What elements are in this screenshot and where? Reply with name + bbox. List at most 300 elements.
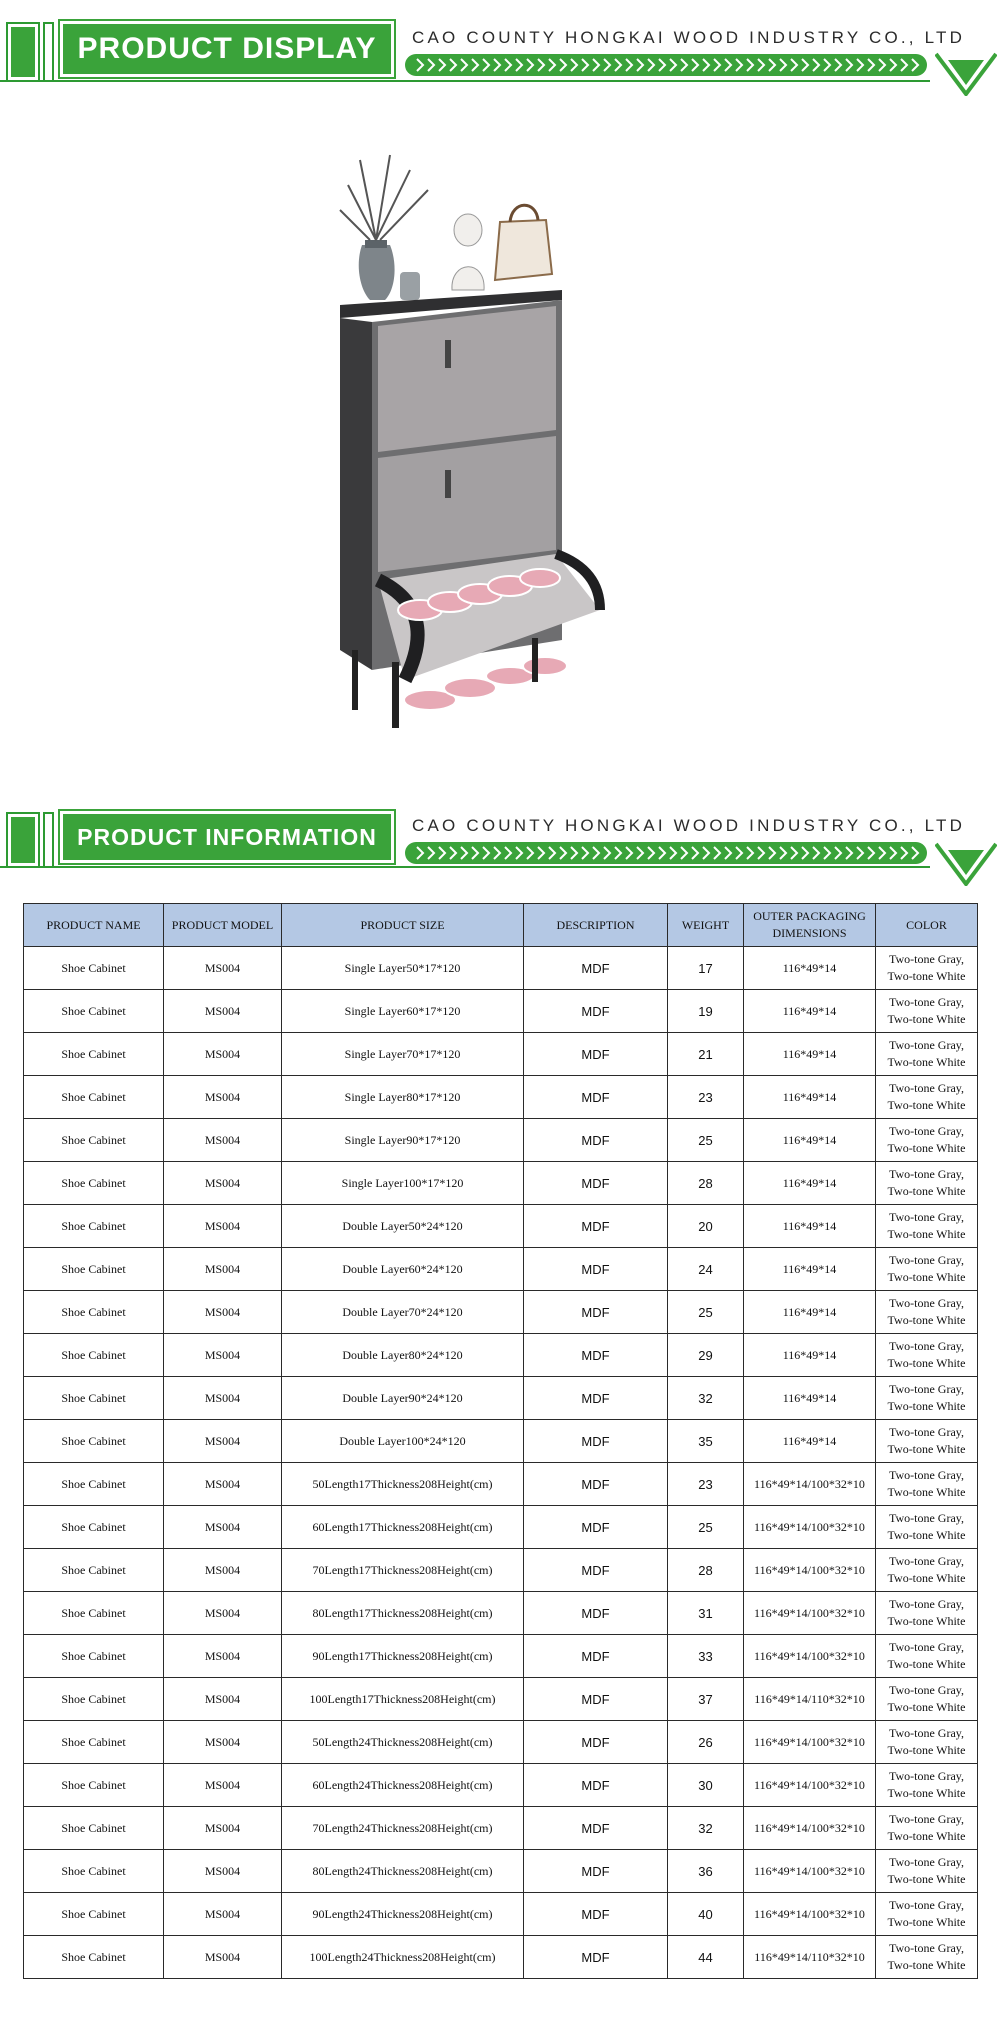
chevron-mark (560, 59, 566, 71)
chevron-mark (714, 847, 720, 859)
chevron-mark (516, 59, 522, 71)
color-cell (876, 1291, 978, 1334)
color-line: Two-tone Gray, (888, 1597, 965, 1611)
chevron-mark (472, 59, 478, 71)
description-cell: MDF (524, 990, 668, 1033)
table-row (24, 1764, 978, 1807)
weight-cell: 28 (668, 1549, 744, 1592)
chevron-mark (879, 59, 885, 71)
color-line: Two-tone Gray, (888, 1124, 965, 1138)
packaging-cell: 116*49*14 (744, 1291, 876, 1334)
product-size-cell: Single Layer60*17*120 (282, 990, 524, 1033)
product-model-cell: MS004 (164, 1248, 282, 1291)
product-size-cell: 60Length17Thickness208Height(cm) (282, 1506, 524, 1549)
chevron-mark (659, 847, 665, 859)
banner-decor-bar (43, 22, 54, 82)
weight-cell: 40 (668, 1893, 744, 1936)
table-row (24, 1807, 978, 1850)
color-cell (876, 1033, 978, 1076)
chevron-mark (483, 847, 489, 859)
product-model-cell: MS004 (164, 1162, 282, 1205)
chevron-mark (483, 59, 489, 71)
description-cell: MDF (524, 1033, 668, 1076)
color-cell (876, 1334, 978, 1377)
weight-cell: 25 (668, 1506, 744, 1549)
color-line: Two-tone Gray, (888, 1468, 965, 1482)
product-name-cell: Shoe Cabinet (24, 1678, 164, 1721)
color-line: Two-tone White (887, 1227, 966, 1241)
company-name: CAO COUNTY HONGKAI WOOD INDUSTRY CO., LTD (412, 28, 966, 47)
color-line: Two-tone White (887, 969, 966, 983)
color-cell (876, 990, 978, 1033)
chevron-mark (549, 59, 555, 71)
product-model-cell: MS004 (164, 1076, 282, 1119)
product-size-cell: Single Layer90*17*120 (282, 1119, 524, 1162)
color-line: Two-tone White (887, 1055, 966, 1069)
table-header-row (24, 904, 978, 947)
weight-cell: 25 (668, 1119, 744, 1162)
table-row (24, 1033, 978, 1076)
description-cell: MDF (524, 1506, 668, 1549)
color-line: Two-tone Gray, (888, 1038, 965, 1052)
chevron-mark (736, 847, 742, 859)
color-line: Two-tone White (887, 1098, 966, 1112)
weight-cell: 23 (668, 1463, 744, 1506)
color-cell (876, 1076, 978, 1119)
product-information-banner (0, 800, 1000, 895)
table-row (24, 1076, 978, 1119)
color-cell (876, 1678, 978, 1721)
chevron-mark (769, 847, 775, 859)
banner-decor-block (6, 812, 40, 868)
color-line: Two-tone Gray, (888, 1769, 965, 1783)
chevron-mark (758, 59, 764, 71)
table-row (24, 990, 978, 1033)
packaging-cell: 116*49*14 (744, 990, 876, 1033)
product-size-cell: 100Length17Thickness208Height(cm) (282, 1678, 524, 1721)
color-line: Two-tone White (887, 1485, 966, 1499)
product-name-cell: Shoe Cabinet (24, 1721, 164, 1764)
product-size-cell: 60Length24Thickness208Height(cm) (282, 1764, 524, 1807)
packaging-cell: 116*49*14 (744, 1420, 876, 1463)
weight-cell: 30 (668, 1764, 744, 1807)
chevron-mark (637, 59, 643, 71)
column-header: DESCRIPTION (524, 904, 668, 947)
product-size-cell: Double Layer60*24*120 (282, 1248, 524, 1291)
chevron-mark (824, 847, 830, 859)
color-line: Two-tone Gray, (888, 1726, 965, 1740)
weight-cell: 25 (668, 1291, 744, 1334)
shoe-cabinet (340, 290, 600, 728)
weight-cell: 26 (668, 1721, 744, 1764)
chevron-mark (681, 847, 687, 859)
weight-cell: 28 (668, 1162, 744, 1205)
color-cell (876, 1635, 978, 1678)
chevron-mark (549, 847, 555, 859)
chevron-mark (582, 59, 588, 71)
color-line: Two-tone Gray, (888, 1640, 965, 1654)
chevron-mark (615, 59, 621, 71)
chevron-mark (846, 847, 852, 859)
chevron-mark (604, 847, 610, 859)
color-line: Two-tone White (887, 1700, 966, 1714)
chevron-mark (802, 59, 808, 71)
color-line: Two-tone White (887, 1743, 966, 1757)
column-header: PRODUCT MODEL (164, 904, 282, 947)
color-line: Two-tone White (887, 1915, 966, 1929)
chevron-mark (835, 59, 841, 71)
chevron-mark (516, 847, 522, 859)
chevron-mark (714, 59, 720, 71)
chevron-mark (648, 59, 654, 71)
weight-cell: 31 (668, 1592, 744, 1635)
product-info-table (23, 903, 978, 1979)
packaging-cell: 116*49*14 (744, 1248, 876, 1291)
triangle-icon (935, 52, 997, 96)
product-name-cell: Shoe Cabinet (24, 990, 164, 1033)
chevron-mark (538, 59, 544, 71)
product-name-cell: Shoe Cabinet (24, 1549, 164, 1592)
chevron-mark (824, 59, 830, 71)
description-cell: MDF (524, 1076, 668, 1119)
chevron-mark (813, 847, 819, 859)
product-model-cell: MS004 (164, 1936, 282, 1979)
column-header: OUTER PACKAGING DIMENSIONS (744, 904, 876, 947)
color-line: Two-tone Gray, (888, 1683, 965, 1697)
table-row (24, 1850, 978, 1893)
description-cell: MDF (524, 1334, 668, 1377)
product-size-cell: Double Layer100*24*120 (282, 1420, 524, 1463)
packaging-cell: 116*49*14/100*32*10 (744, 1463, 876, 1506)
packaging-cell: 116*49*14/100*32*10 (744, 1635, 876, 1678)
description-cell: MDF (524, 1936, 668, 1979)
product-size-cell: Double Layer80*24*120 (282, 1334, 524, 1377)
table-row (24, 1420, 978, 1463)
packaging-cell: 116*49*14/110*32*10 (744, 1678, 876, 1721)
chevron-mark (637, 847, 643, 859)
chevron-mark (450, 847, 456, 859)
color-line: Two-tone Gray, (888, 1339, 965, 1353)
product-size-cell: Single Layer70*17*120 (282, 1033, 524, 1076)
packaging-cell: 116*49*14/110*32*10 (744, 1936, 876, 1979)
packaging-cell: 116*49*14/100*32*10 (744, 1506, 876, 1549)
chevron-mark (780, 847, 786, 859)
table-row (24, 1377, 978, 1420)
color-line: Two-tone Gray, (888, 1812, 965, 1826)
chevron-mark (626, 59, 632, 71)
chevron-mark (538, 847, 544, 859)
description-cell: MDF (524, 1420, 668, 1463)
table-row (24, 1678, 978, 1721)
column-header: WEIGHT (668, 904, 744, 947)
description-cell: MDF (524, 1549, 668, 1592)
product-model-cell: MS004 (164, 1334, 282, 1377)
chevron-mark (780, 59, 786, 71)
description-cell: MDF (524, 1635, 668, 1678)
color-line: Two-tone White (887, 1829, 966, 1843)
product-name-cell: Shoe Cabinet (24, 1076, 164, 1119)
description-cell: MDF (524, 1463, 668, 1506)
description-cell: MDF (524, 947, 668, 990)
chevron-mark (505, 59, 511, 71)
chevron-mark (428, 847, 434, 859)
product-name-cell: Shoe Cabinet (24, 1893, 164, 1936)
color-cell (876, 1205, 978, 1248)
description-cell: MDF (524, 1205, 668, 1248)
chevron-mark (890, 847, 896, 859)
chevron-stripe (405, 842, 927, 864)
table-body (24, 947, 978, 1979)
color-cell (876, 1764, 978, 1807)
chevron-mark (725, 847, 731, 859)
chevron-mark (692, 847, 698, 859)
weight-cell: 23 (668, 1076, 744, 1119)
chevron-mark (626, 847, 632, 859)
product-model-cell: MS004 (164, 1721, 282, 1764)
color-line: Two-tone Gray, (888, 1167, 965, 1181)
chevron-mark (450, 59, 456, 71)
table-row (24, 1549, 978, 1592)
table-row (24, 1463, 978, 1506)
product-size-cell: Single Layer50*17*120 (282, 947, 524, 990)
chevron-mark (560, 847, 566, 859)
color-cell (876, 1119, 978, 1162)
chevron-mark (846, 59, 852, 71)
packaging-cell: 116*49*14 (744, 1076, 876, 1119)
color-cell (876, 1936, 978, 1979)
product-model-cell: MS004 (164, 1893, 282, 1936)
chevron-mark (428, 59, 434, 71)
color-line: Two-tone White (887, 1356, 966, 1370)
product-name-cell: Shoe Cabinet (24, 1248, 164, 1291)
color-cell (876, 1506, 978, 1549)
product-model-cell: MS004 (164, 1119, 282, 1162)
color-line: Two-tone Gray, (888, 1253, 965, 1267)
product-model-cell: MS004 (164, 1291, 282, 1334)
chevron-mark (505, 847, 511, 859)
product-name-cell: Shoe Cabinet (24, 1807, 164, 1850)
packaging-cell: 116*49*14/100*32*10 (744, 1764, 876, 1807)
packaging-cell: 116*49*14 (744, 1119, 876, 1162)
table-row (24, 1721, 978, 1764)
weight-cell: 36 (668, 1850, 744, 1893)
weight-cell: 19 (668, 990, 744, 1033)
product-size-cell: 90Length24Thickness208Height(cm) (282, 1893, 524, 1936)
color-cell (876, 1592, 978, 1635)
packaging-cell: 116*49*14 (744, 1205, 876, 1248)
chevron-mark (527, 59, 533, 71)
product-model-cell: MS004 (164, 1205, 282, 1248)
description-cell: MDF (524, 1377, 668, 1420)
color-line: Two-tone Gray, (888, 952, 965, 966)
table-row (24, 1635, 978, 1678)
product-size-cell: Double Layer50*24*120 (282, 1205, 524, 1248)
chevron-mark (835, 847, 841, 859)
weight-cell: 20 (668, 1205, 744, 1248)
chevron-mark (461, 847, 467, 859)
product-name-cell: Shoe Cabinet (24, 1850, 164, 1893)
figurine-decor (452, 205, 552, 290)
packaging-cell: 116*49*14/100*32*10 (744, 1592, 876, 1635)
color-line: Two-tone Gray, (888, 1941, 965, 1955)
packaging-cell: 116*49*14/100*32*10 (744, 1893, 876, 1936)
product-model-cell: MS004 (164, 1420, 282, 1463)
color-cell (876, 1248, 978, 1291)
table-row (24, 1205, 978, 1248)
description-cell: MDF (524, 1592, 668, 1635)
chevron-mark (901, 59, 907, 71)
chevron-mark (659, 59, 665, 71)
weight-cell: 32 (668, 1377, 744, 1420)
product-size-cell: Double Layer70*24*120 (282, 1291, 524, 1334)
packaging-cell: 116*49*14/100*32*10 (744, 1807, 876, 1850)
description-cell: MDF (524, 1764, 668, 1807)
chevron-mark (527, 847, 533, 859)
table-row (24, 1592, 978, 1635)
product-model-cell: MS004 (164, 1549, 282, 1592)
company-name: CAO COUNTY HONGKAI WOOD INDUSTRY CO., LTD (412, 816, 966, 835)
color-line: Two-tone White (887, 1141, 966, 1155)
product-size-cell: 80Length17Thickness208Height(cm) (282, 1592, 524, 1635)
description-cell: MDF (524, 1721, 668, 1764)
product-size-cell: 100Length24Thickness208Height(cm) (282, 1936, 524, 1979)
chevron-mark (879, 847, 885, 859)
weight-cell: 24 (668, 1248, 744, 1291)
color-cell (876, 1420, 978, 1463)
product-name-cell: Shoe Cabinet (24, 1334, 164, 1377)
color-line: Two-tone Gray, (888, 1210, 965, 1224)
weight-cell: 32 (668, 1807, 744, 1850)
chevron-mark (461, 59, 467, 71)
product-size-cell: 90Length17Thickness208Height(cm) (282, 1635, 524, 1678)
color-line: Two-tone Gray, (888, 1382, 965, 1396)
weight-cell: 44 (668, 1936, 744, 1979)
color-line: Two-tone White (887, 1657, 966, 1671)
weight-cell: 17 (668, 947, 744, 990)
chevron-mark (813, 59, 819, 71)
product-name-cell: Shoe Cabinet (24, 947, 164, 990)
packaging-cell: 116*49*14/100*32*10 (744, 1850, 876, 1893)
color-line: Two-tone White (887, 1184, 966, 1198)
chevron-mark (802, 847, 808, 859)
chevron-mark (439, 847, 445, 859)
table-row (24, 1291, 978, 1334)
description-cell: MDF (524, 1248, 668, 1291)
color-line: Two-tone Gray, (888, 1296, 965, 1310)
product-size-cell: 80Length24Thickness208Height(cm) (282, 1850, 524, 1893)
weight-cell: 33 (668, 1635, 744, 1678)
product-name-cell: Shoe Cabinet (24, 1291, 164, 1334)
chevron-mark (912, 59, 918, 71)
section-title: PRODUCT DISPLAY (63, 24, 391, 74)
product-size-cell: 50Length17Thickness208Height(cm) (282, 1463, 524, 1506)
product-model-cell: MS004 (164, 1635, 282, 1678)
chevron-mark (692, 59, 698, 71)
product-model-cell: MS004 (164, 1592, 282, 1635)
color-line: Two-tone White (887, 1270, 966, 1284)
table-row (24, 1506, 978, 1549)
product-model-cell: MS004 (164, 1463, 282, 1506)
color-line: Two-tone White (887, 1614, 966, 1628)
color-line: Two-tone White (887, 1313, 966, 1327)
color-line: Two-tone White (887, 1958, 966, 1972)
chevron-mark (901, 847, 907, 859)
column-header: PRODUCT NAME (24, 904, 164, 947)
product-size-cell: 70Length24Thickness208Height(cm) (282, 1807, 524, 1850)
color-cell (876, 1850, 978, 1893)
table-row (24, 1119, 978, 1162)
chevron-mark (912, 847, 918, 859)
table-row (24, 1334, 978, 1377)
color-line: Two-tone White (887, 1786, 966, 1800)
section-title: PRODUCT INFORMATION (63, 814, 391, 860)
color-line: Two-tone Gray, (888, 995, 965, 1009)
color-cell (876, 1377, 978, 1420)
triangle-icon (935, 842, 997, 886)
description-cell: MDF (524, 1119, 668, 1162)
product-model-cell: MS004 (164, 1850, 282, 1893)
chevron-mark (747, 59, 753, 71)
chevron-mark (791, 59, 797, 71)
packaging-cell: 116*49*14 (744, 1033, 876, 1076)
color-line: Two-tone Gray, (888, 1855, 965, 1869)
product-name-cell: Shoe Cabinet (24, 1119, 164, 1162)
table-row (24, 1162, 978, 1205)
product-size-cell: 70Length17Thickness208Height(cm) (282, 1549, 524, 1592)
chevron-mark (582, 847, 588, 859)
color-line: Two-tone White (887, 1571, 966, 1585)
weight-cell: 21 (668, 1033, 744, 1076)
product-model-cell: MS004 (164, 1807, 282, 1850)
packaging-cell: 116*49*14 (744, 1377, 876, 1420)
vase-decor (340, 155, 428, 300)
chevron-mark (681, 59, 687, 71)
chevron-mark (417, 59, 423, 71)
chevron-mark (791, 847, 797, 859)
chevron-mark (593, 59, 599, 71)
color-cell (876, 1893, 978, 1936)
color-line: Two-tone White (887, 1872, 966, 1886)
packaging-cell: 116*49*14/100*32*10 (744, 1721, 876, 1764)
color-cell (876, 947, 978, 990)
chevron-mark (648, 847, 654, 859)
product-model-cell: MS004 (164, 1506, 282, 1549)
chevron-mark (857, 847, 863, 859)
product-size-cell: Single Layer80*17*120 (282, 1076, 524, 1119)
chevron-mark (604, 59, 610, 71)
color-cell (876, 1463, 978, 1506)
product-name-cell: Shoe Cabinet (24, 1463, 164, 1506)
chevron-mark (769, 59, 775, 71)
color-line: Two-tone White (887, 1442, 966, 1456)
chevron-stripe (405, 54, 927, 76)
weight-cell: 29 (668, 1334, 744, 1377)
product-model-cell: MS004 (164, 1764, 282, 1807)
product-model-cell: MS004 (164, 990, 282, 1033)
chevron-mark (758, 847, 764, 859)
table-row (24, 947, 978, 990)
product-name-cell: Shoe Cabinet (24, 1420, 164, 1463)
product-model-cell: MS004 (164, 1033, 282, 1076)
chevron-mark (868, 847, 874, 859)
packaging-cell: 116*49*14 (744, 1162, 876, 1205)
product-size-cell: 50Length24Thickness208Height(cm) (282, 1721, 524, 1764)
table-row (24, 1248, 978, 1291)
packaging-cell: 116*49*14/100*32*10 (744, 1549, 876, 1592)
chevron-mark (615, 847, 621, 859)
color-line: Two-tone Gray, (888, 1898, 965, 1912)
chevron-mark (439, 59, 445, 71)
